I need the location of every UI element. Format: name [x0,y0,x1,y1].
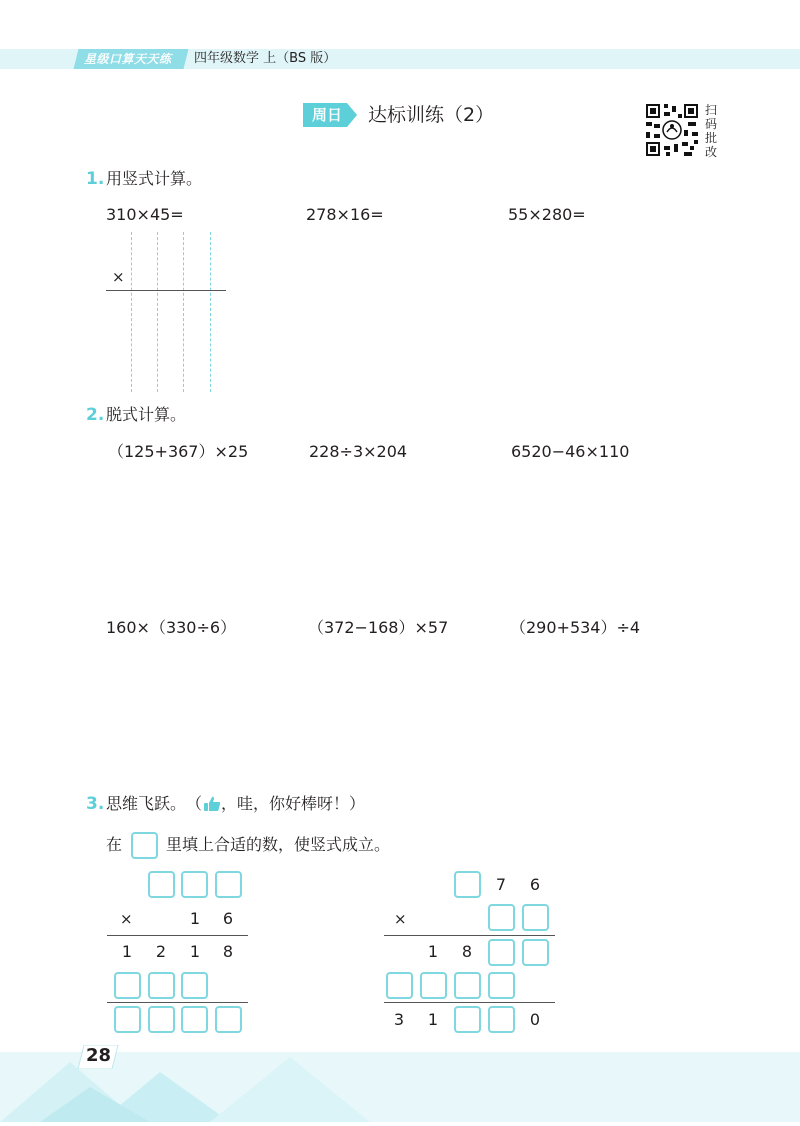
answer-box[interactable] [148,871,175,898]
digit: 1 [121,942,133,961]
times-sign: × [120,910,133,928]
page-number: 28 [86,1045,112,1066]
section-3-title: 思维飞跃。 [106,794,187,813]
section-3-encouragement: ，哇，你好棒呀！） [221,794,366,813]
answer-box[interactable] [181,871,208,898]
problem-2-6: （290+534）÷4 [510,618,641,637]
digit: 6 [222,909,234,928]
answer-box[interactable] [181,972,208,999]
problem-2-3: 6520−46×110 [511,442,630,461]
section-1-title: 用竖式计算。 [106,169,203,188]
qr-code[interactable] [644,102,700,158]
qr-caption-1: 扫 [704,103,717,117]
qr-caption-3: 批 [704,131,717,145]
answer-box[interactable] [181,1006,208,1033]
calc-line [107,935,248,936]
times-sign: × [112,268,125,286]
digit: 8 [222,942,234,961]
answer-box[interactable] [114,972,141,999]
instruction-text: 里填上合适的数，使竖式成立。 [166,835,391,854]
digit: 8 [461,942,473,961]
answer-box[interactable] [386,972,413,999]
section-3-paren-open: （ [186,794,203,813]
instruction-prefix: 在 [106,835,123,854]
answer-box[interactable] [114,1006,141,1033]
digit: 7 [495,875,507,894]
calc-line [384,935,555,936]
answer-box[interactable] [522,904,549,931]
problem-2-1: （125+367）×25 [108,442,249,461]
answer-box[interactable] [215,871,242,898]
calc-line [107,1002,248,1003]
digit: 1 [189,909,201,928]
digit: 1 [427,1010,439,1029]
digit: 2 [155,942,167,961]
problem-1-1: 310×45= [106,205,184,224]
thumbs-up-icon [203,796,221,812]
answer-box[interactable] [420,972,447,999]
section-3-number: 3. [86,794,105,814]
problem-2-5: （372−168）×57 [308,618,449,637]
page-title: 达标训练（2） [368,104,495,126]
day-label: 周日 [311,106,342,124]
digit: 1 [189,942,201,961]
problem-2-4: 160×（330÷6） [106,618,237,637]
digit: 3 [393,1010,405,1029]
answer-box[interactable] [488,939,515,966]
answer-box[interactable] [488,972,515,999]
qr-caption-2: 码 [704,117,717,131]
digit: 6 [529,875,541,894]
problem-1-3: 55×280= [508,205,586,224]
answer-box[interactable] [488,1006,515,1033]
calc-line [106,290,226,291]
problem-1-2: 278×16= [306,205,384,224]
digit: 1 [427,942,439,961]
answer-box[interactable] [215,1006,242,1033]
answer-box[interactable] [488,904,515,931]
calc-line [384,1002,555,1003]
section-1-number: 1. [86,169,105,189]
times-sign: × [394,910,407,928]
answer-box[interactable] [454,972,481,999]
section-2-number: 2. [86,405,105,425]
answer-box[interactable] [522,939,549,966]
qr-code-icon [644,102,700,158]
problem-2-2: 228÷3×204 [309,442,408,461]
book-title: 四年级数学 上（BS 版） [194,51,337,66]
instruction-box-sample [131,832,158,859]
series-title: 星级口算天天练 [84,52,172,66]
answer-box[interactable] [454,871,481,898]
qr-caption-4: 改 [704,145,717,159]
answer-box[interactable] [454,1006,481,1033]
answer-box[interactable] [148,972,175,999]
answer-box[interactable] [148,1006,175,1033]
section-2-title: 脱式计算。 [106,405,187,424]
digit: 0 [529,1010,541,1029]
